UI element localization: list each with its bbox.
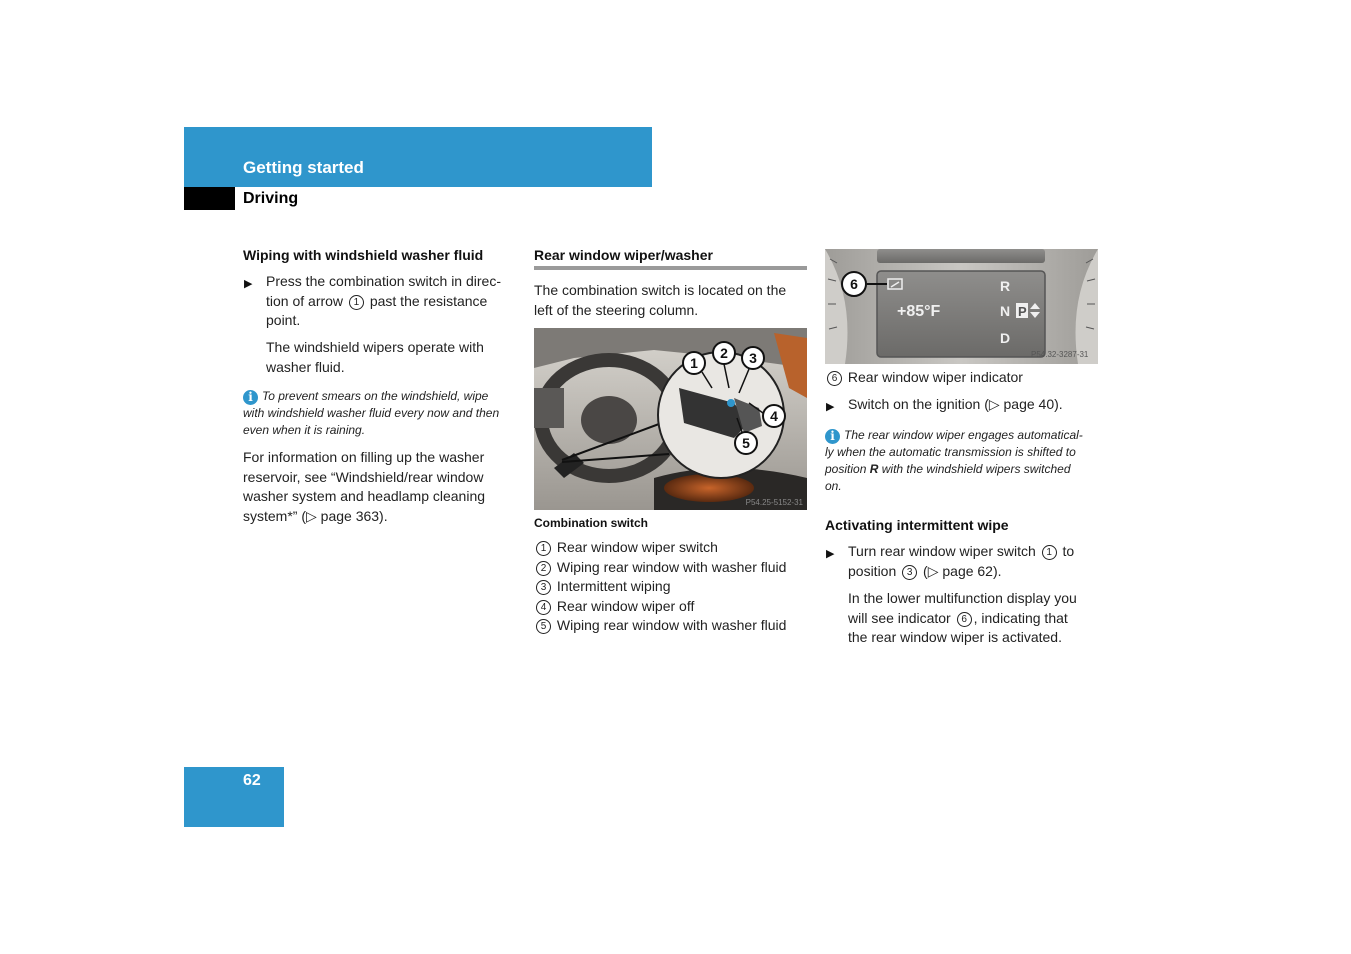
col1-paragraph: For information on filling up the washer reservoir, see “Windshield/rear window washer system and headlamp cleaning system*” (▷ page 363). [243, 449, 486, 524]
col3-step: Switch on the ignition (▷ page 40). [848, 396, 1063, 412]
page-number: 62 [243, 772, 261, 789]
col1-step: Press the combination switch in direc- tion of arrow 1 past the resistance point. [266, 273, 501, 328]
callout-number: 1 [349, 295, 364, 310]
legend-item: 1 Rear window wiper switch [534, 538, 786, 558]
col2-heading: Rear window wiper/washer [534, 247, 713, 263]
page-number-box [184, 767, 284, 827]
col2-intro: The combination switch is located on the left of the steering column. [534, 282, 787, 318]
header-bar [184, 127, 652, 187]
callout-4: 4 [770, 408, 778, 424]
instrument-display-photo [825, 249, 1098, 364]
heading-rule [534, 266, 807, 270]
display-gear-d: D [1000, 330, 1011, 346]
figure-code: P54.25-5152-31 [745, 498, 803, 507]
col3-note: i The rear window wiper engages automatical- ly when the automatic transmission is shifted to position R with the windshield wipers switched on. [825, 428, 1083, 493]
callout-2: 2 [720, 345, 728, 361]
display-gear-n: N [1000, 303, 1011, 319]
display-figure-code: P54.32-3287-31 [1031, 350, 1089, 359]
col1-result: The windshield wipers operate with washer fluid. [266, 339, 484, 375]
callout-1: 1 [690, 355, 698, 371]
section-tab [184, 187, 235, 210]
legend-item: 2 Wiping rear window with washer fluid [534, 558, 786, 578]
legend-list [534, 538, 786, 636]
legend-item: 5 Wiping rear window with washer fluid [534, 616, 786, 636]
callout-3: 3 [749, 350, 757, 366]
info-icon: i [825, 429, 840, 444]
col1-note: i To prevent smears on the windshield, wipe with windshield washer fluid every now and then even when it is raining. [243, 389, 500, 437]
combination-switch-photo [534, 328, 807, 510]
legend-item: 4 Rear window wiper off [534, 597, 786, 617]
bullet-arrow-icon: ▶ [244, 278, 253, 290]
display-marker: 6 [850, 276, 858, 292]
col3-result: In the lower multifunction display you will see indicator 6 , indicating that the rear window wiper is activated. [848, 590, 1077, 645]
col1-heading: Wiping with windshield washer fluid [243, 247, 484, 263]
section-title: Getting started [243, 158, 364, 177]
display-gear-r: R [1000, 278, 1011, 294]
col3-heading: Activating intermittent wipe [825, 517, 1009, 533]
subsection-title: Driving [243, 190, 299, 207]
legend-item-6: 6 Rear window wiper indicator [825, 368, 1023, 388]
bullet-arrow-icon: ▶ [826, 548, 835, 560]
bullet-arrow-icon: ▶ [826, 401, 835, 413]
legend-item: 3 Intermittent wiping [534, 577, 786, 597]
info-icon: i [243, 390, 258, 405]
display-temperature: +85°F [897, 303, 941, 320]
display-gear-p: P [1018, 304, 1027, 319]
col3-step2: Turn rear window wiper switch 1 to position 3 (▷ page 62). [848, 543, 1075, 579]
callout-5: 5 [742, 435, 750, 451]
figure-caption: Combination switch [534, 516, 648, 530]
